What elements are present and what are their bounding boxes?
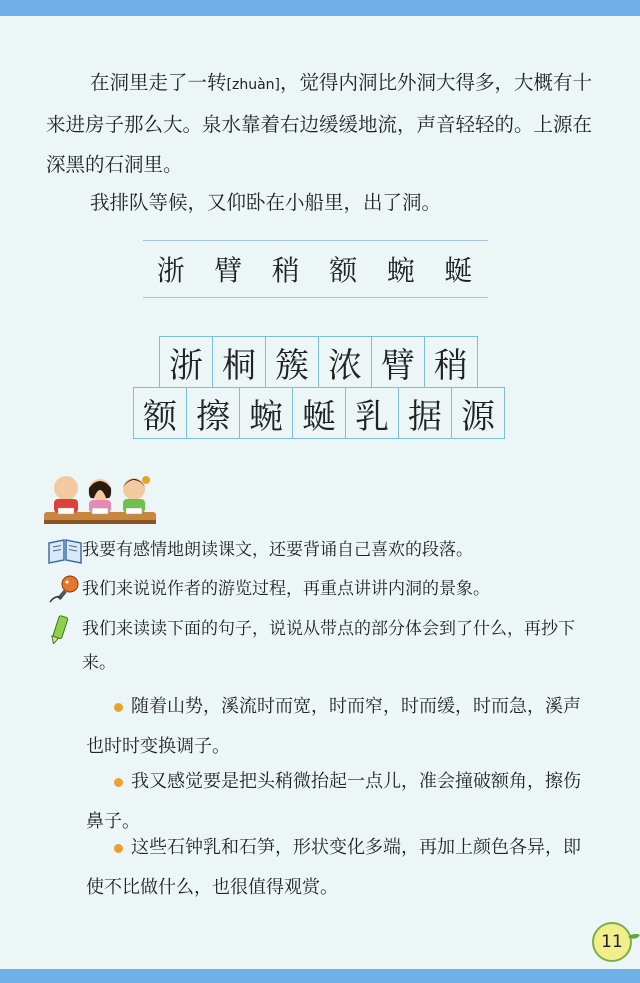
learn-char: 臂 [214,254,245,287]
learn-char: 额 [329,254,360,287]
learn-chars-top-rule [143,240,488,241]
pinyin-annotation: [zhuàn] [226,77,280,93]
bullet-dot [114,703,123,712]
write-char-cell: 蜿 [239,387,293,439]
write-characters-grid-row-1 [160,336,478,388]
task-text: 我要有感情地朗读课文，还要背诵自己喜欢的段落。 [82,540,473,560]
write-char-cell: 蜒 [292,387,346,439]
write-char-cell: 源 [451,387,505,439]
bullet-dot [114,778,123,787]
write-char-cell: 浓 [318,336,372,388]
passage-paragraph-1 [46,63,596,185]
learn-characters-row [143,246,488,292]
pencil-icon [46,614,84,644]
write-char-cell: 簇 [265,336,319,388]
bottom-band [0,969,640,983]
write-char-cell: 稍 [424,336,478,388]
write-char-cell: 桐 [212,336,266,388]
leaf-icon [628,932,640,942]
paragraph-1-text-a: 在洞里走了一转 [90,71,227,94]
sentence-text: 我又感觉要是把头稍微抬起一点儿，准会撞破额角，擦伤鼻子。 [86,771,581,832]
write-char-cell: 浙 [159,336,213,388]
write-char-cell: 擦 [186,387,240,439]
task-read-sentences [46,612,606,680]
task-retell-journey [46,572,606,606]
write-char-cell: 乳 [345,387,399,439]
learn-chars-bottom-rule [143,297,488,298]
task-read-aloud [46,533,606,567]
write-characters-grid-row-2 [134,387,505,439]
top-band [0,0,640,16]
task-text: 我们来说说作者的游览过程，再重点讲讲内洞的景象。 [82,579,490,599]
paragraph-1-text-b: ，觉得内洞比外洞大得多，大概有十来进房子那么大。泉水靠着右边缓缓地流，声音轻轻的。上源在深黑的石洞里。 [46,71,593,176]
task-text: 我们来读读下面的句子，说说从带点的部分体会到了什么，再抄下来。 [82,619,575,673]
learn-char: 蜒 [444,254,475,287]
bullet-dot [114,844,123,853]
write-char-cell: 额 [133,387,187,439]
children-reading-illustration [40,470,160,528]
book-icon [46,535,84,565]
write-char-cell: 据 [398,387,452,439]
learn-char: 稍 [271,254,302,287]
passage-paragraph-2: 我排队等候，又仰卧在小船里，出了洞。 [90,191,442,214]
example-sentence-3 [86,828,596,908]
example-sentence-1 [86,687,596,767]
write-char-cell: 臂 [371,336,425,388]
microphone-icon [46,574,84,604]
sentence-text: 随着山势，溪流时而宽，时而窄，时而缓，时而急，溪声也时时变换调子。 [86,696,581,757]
sentence-text: 这些石钟乳和石笋，形状变化多端，再加上颜色各异，即使不比做什么，也很值得观赏。 [86,837,581,898]
page-number: 11 [592,922,632,962]
learn-char: 浙 [156,254,187,287]
learn-char: 蜿 [386,254,417,287]
